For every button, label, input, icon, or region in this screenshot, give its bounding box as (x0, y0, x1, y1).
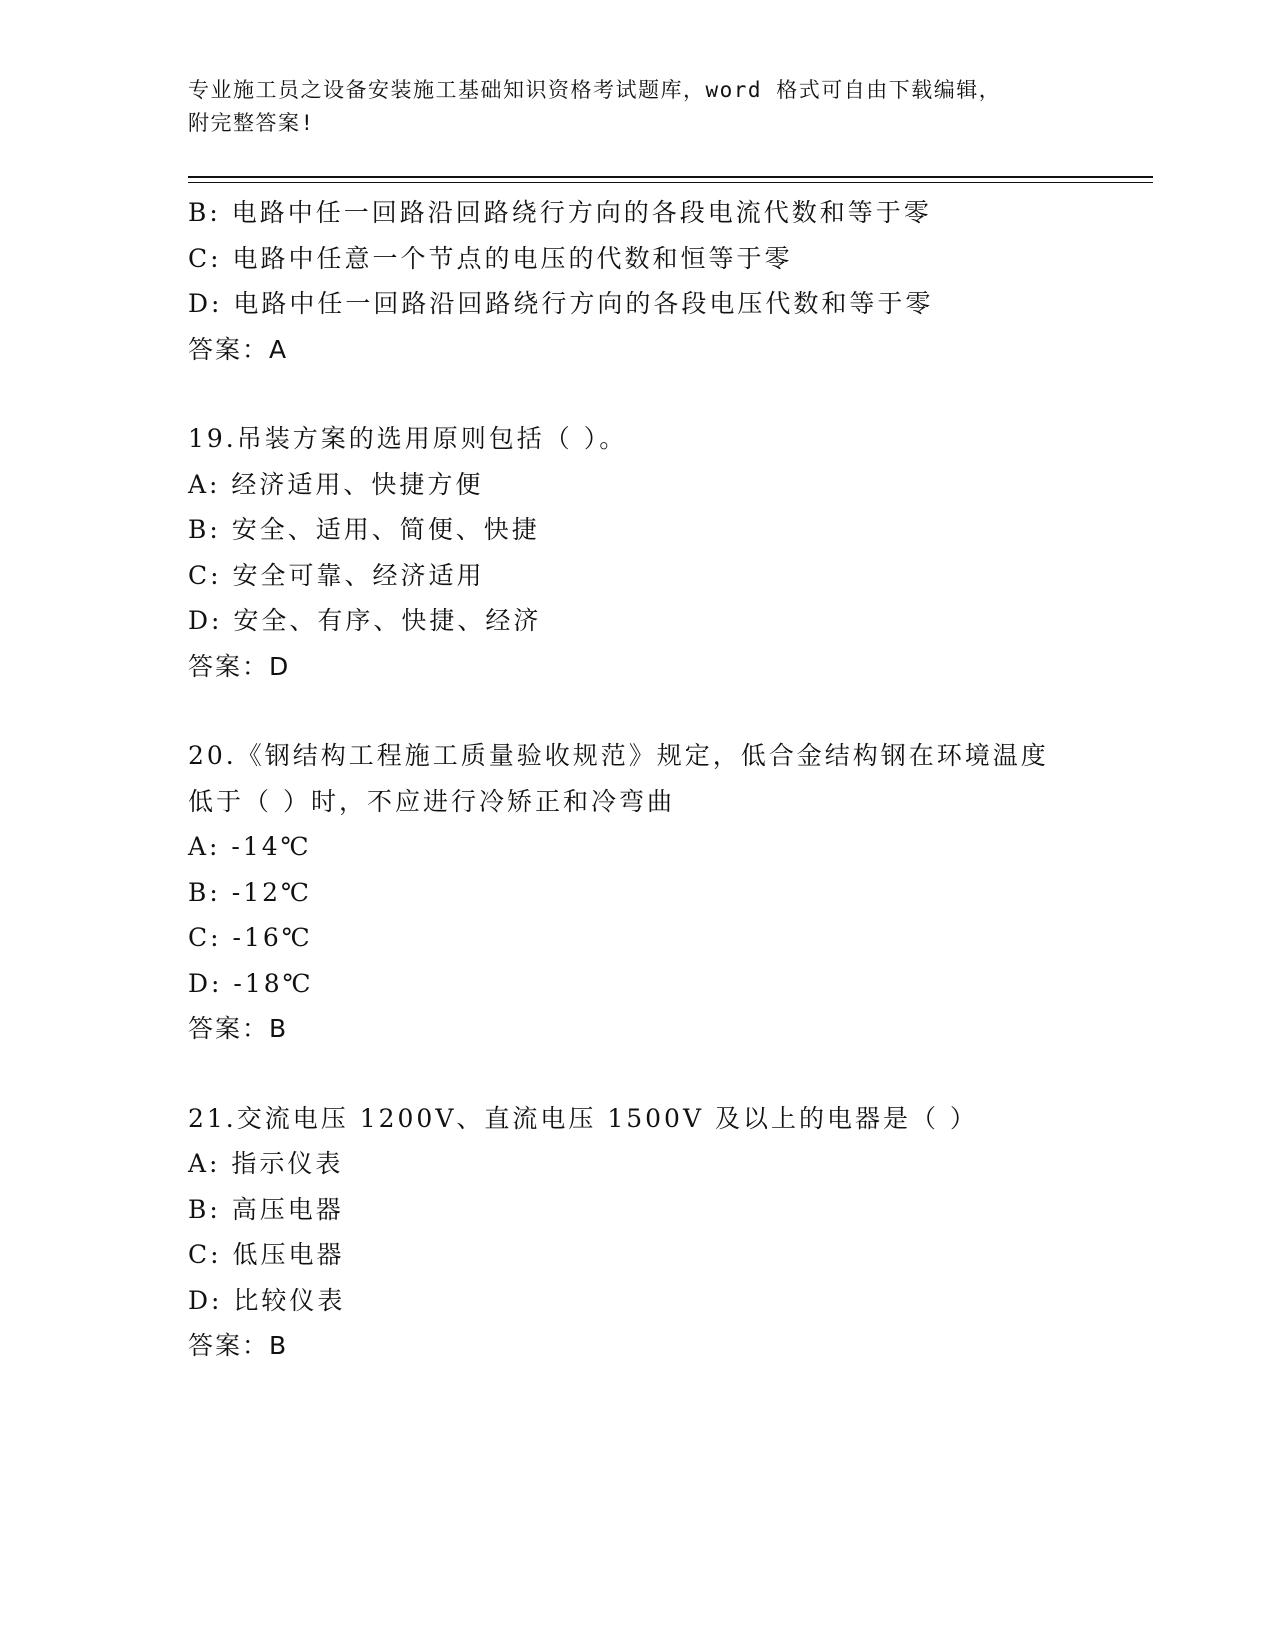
spacer (188, 1052, 1153, 1096)
q20-question-line-2: 低于（ ）时，不应进行冷矫正和冷弯曲 (188, 786, 675, 816)
header-rule-thin (188, 182, 1153, 183)
q21-option-c: C: 低压电器 (188, 1240, 345, 1269)
q21-option-a: A: 指示仪表 (188, 1149, 344, 1178)
spacer (188, 372, 1153, 416)
q20-option-a: A: -14℃ (188, 832, 312, 861)
header-rule-thick (188, 176, 1153, 178)
q19-question: 19.吊装方案的选用原则包括（ ）。 (188, 424, 628, 453)
document-content (188, 190, 1153, 1369)
header-line-2: 附完整答案! (188, 111, 315, 135)
q18-answer: 答案：A (188, 334, 289, 364)
q20-question-line-1: 20.《钢结构工程施工质量验收规范》规定，低合金结构钢在环境温度 (188, 741, 1049, 770)
q21-option-b: B: 高压电器 (188, 1194, 344, 1224)
question-19-block (188, 416, 1153, 689)
question-21-block (188, 1096, 1153, 1369)
q20-answer: 答案：B (188, 1014, 289, 1043)
q20-option-d: D: -18℃ (188, 968, 314, 998)
document-header (188, 74, 1088, 140)
q21-question: 21.交流电压 1200V、直流电压 1500V 及以上的电器是（ ） (188, 1103, 978, 1133)
q18-option-d: D: 电路中任一回路沿回路绕行方向的各段电压代数和等于零 (188, 289, 934, 318)
q18-option-b: B: 电路中任一回路沿回路绕行方向的各段电流代数和等于零 (188, 198, 932, 227)
header-line-1: 专业施工员之设备安装施工基础知识资格考试题库，word 格式可自由下载编辑， (188, 78, 1002, 102)
q19-answer: 答案：D (188, 651, 291, 681)
spacer (188, 689, 1153, 733)
q19-option-a: A: 经济适用、快捷方便 (188, 469, 484, 499)
q21-answer: 答案：B (188, 1331, 289, 1360)
q18-option-c: C: 电路中任意一个节点的电压的代数和恒等于零 (188, 243, 793, 273)
q19-option-c: C: 安全可靠、经济适用 (188, 560, 485, 590)
q19-option-b: B: 安全、适用、简便、快捷 (188, 515, 540, 544)
q20-option-b: B: -12℃ (188, 877, 312, 907)
q19-option-d: D: 安全、有序、快捷、经济 (188, 606, 542, 635)
question-18-block (188, 190, 1153, 372)
q21-option-d: D: 比较仪表 (188, 1285, 346, 1315)
question-20-block (188, 733, 1153, 1052)
q20-option-c: C: -16℃ (188, 923, 313, 952)
